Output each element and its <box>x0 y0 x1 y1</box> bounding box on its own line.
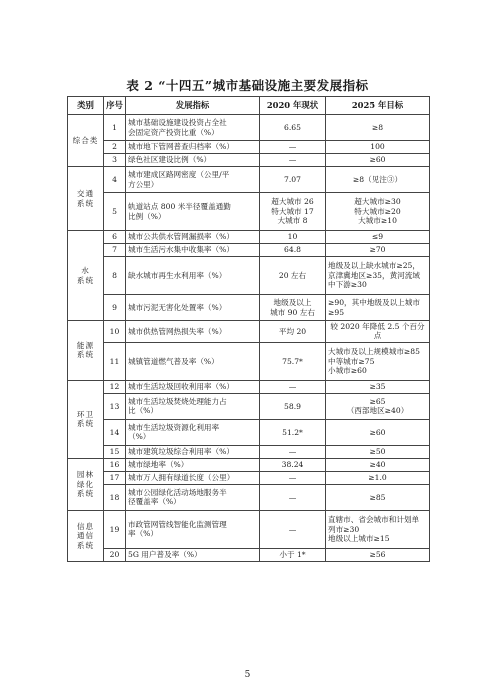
table-row <box>68 393 430 419</box>
indicator-cell <box>126 548 260 561</box>
indicator-cell <box>126 419 260 445</box>
header-index: 序号 <box>104 97 126 115</box>
index-cell: 14 <box>104 419 126 445</box>
current-value-cell <box>260 193 326 231</box>
index-cell: 20 <box>104 548 126 561</box>
cell-line: 6.65 <box>284 122 301 132</box>
current-value-cell <box>260 167 326 193</box>
category-cell <box>68 458 104 510</box>
cell-line: 直辖市、省会城市和计划单 <box>328 515 420 525</box>
table-row <box>68 321 430 343</box>
table-row <box>68 141 430 154</box>
index-cell: 18 <box>104 484 126 510</box>
category-cell <box>68 115 104 167</box>
cell-line: 环卫 <box>76 409 95 419</box>
cell-line: — <box>288 447 297 457</box>
cell-line: 超大城市≥30 <box>354 197 401 207</box>
cell-line: 地级及以上 <box>273 298 312 308</box>
cell-line: 比例（%） <box>128 211 166 221</box>
cell-line: ≥50 <box>369 447 386 457</box>
current-value-cell <box>260 548 326 561</box>
cell-line: ≥60 <box>369 427 386 437</box>
cell-line: 列市≥30 <box>328 524 360 534</box>
cell-line: 信息 <box>76 521 95 531</box>
target-value-cell <box>326 471 430 484</box>
table-header-row <box>68 97 430 115</box>
index-cell: 15 <box>104 445 126 458</box>
cell-line: 大城市≥10 <box>358 216 397 226</box>
cell-line: — <box>288 382 297 392</box>
target-value-cell <box>326 380 430 393</box>
cell-line: 地级及以上缺水城市≥25， <box>328 261 420 271</box>
cell-line: ≥90，其中地级及以上城市 <box>328 298 420 308</box>
index-cell: 16 <box>104 458 126 471</box>
cell-line: 城市生活污水集中收集率（%） <box>128 245 234 255</box>
index-cell: 3 <box>104 154 126 167</box>
page-number: 5 <box>244 670 251 680</box>
current-value-cell <box>260 380 326 393</box>
indicator-cell <box>126 471 260 484</box>
target-value-cell <box>326 257 430 295</box>
cell-line: ≥56 <box>369 550 386 560</box>
indicator-cell <box>126 231 260 244</box>
target-value-cell <box>326 231 430 244</box>
cell-line: 通信 <box>76 531 95 541</box>
target-value-cell <box>326 458 430 471</box>
index-cell: 8 <box>104 257 126 295</box>
current-value-cell <box>260 141 326 154</box>
cell-line: （西部地区≥40） <box>346 406 409 416</box>
cell-line: 城镇管道燃气普及率（%） <box>128 356 219 366</box>
target-value-cell <box>326 548 430 561</box>
table-row <box>68 484 430 510</box>
cell-line: 51.2* <box>282 427 303 437</box>
index-cell: 12 <box>104 380 126 393</box>
cell-line: 平均 20 <box>278 326 307 336</box>
cell-line: 会固定资产投资比重（%） <box>128 127 219 137</box>
target-value-cell <box>326 342 430 380</box>
target-value-cell <box>326 115 430 141</box>
indicator-cell <box>126 257 260 295</box>
cell-line: 比（%） <box>128 406 158 416</box>
cell-line: 轨道站点 800 米半径覆盖通勤 <box>128 202 231 212</box>
cell-line: 系统 <box>76 198 95 208</box>
index-cell: 13 <box>104 393 126 419</box>
target-value-cell <box>326 167 430 193</box>
cell-line: 水 <box>81 266 90 276</box>
cell-line: 绿化 <box>76 479 95 489</box>
indicator-cell <box>126 193 260 231</box>
category-cell <box>68 321 104 381</box>
cell-line: 京津冀地区≥35，黄河流域 <box>328 270 420 280</box>
cell-line: 100 <box>370 142 385 152</box>
cell-line: 较 2020 年降低 2.5 个百分点 <box>330 322 425 341</box>
target-value-cell <box>326 419 430 445</box>
cell-line: ≥1.0 <box>368 473 387 483</box>
current-value-cell <box>260 471 326 484</box>
cell-line: — <box>288 492 297 502</box>
cell-line: — <box>288 524 297 534</box>
target-value-cell <box>326 244 430 257</box>
category-cell <box>68 167 104 231</box>
cell-line: 市政管网管线智能化监测管理 <box>128 519 227 529</box>
cell-line: — <box>288 155 297 165</box>
header-current: 2020 年现状 <box>260 97 326 115</box>
index-cell: 1 <box>104 115 126 141</box>
indicator-cell <box>126 115 260 141</box>
current-value-cell <box>260 244 326 257</box>
indicator-cell <box>126 484 260 510</box>
indicator-cell <box>126 458 260 471</box>
cell-line: 64.8 <box>284 245 301 255</box>
category-cell <box>68 231 104 321</box>
current-value-cell <box>260 115 326 141</box>
target-value-cell <box>326 193 430 231</box>
target-value-cell <box>326 484 430 510</box>
current-value-cell <box>260 295 326 321</box>
cell-line: 中下游≥30 <box>328 280 367 290</box>
current-value-cell <box>260 393 326 419</box>
current-value-cell <box>260 154 326 167</box>
cell-line: ≥65 <box>369 396 386 406</box>
cell-line: 小于 1* <box>279 550 306 560</box>
cell-line: 城市污泥无害化处置率（%） <box>128 302 227 312</box>
table-row <box>68 380 430 393</box>
cell-line: 75.7* <box>282 356 303 366</box>
cell-line: 交通 <box>76 189 95 199</box>
cell-line: 38.24 <box>281 460 304 470</box>
cell-line: ≥35 <box>369 382 386 392</box>
current-value-cell <box>260 257 326 295</box>
cell-line: ≥95 <box>328 307 345 317</box>
current-value-cell <box>260 342 326 380</box>
cell-line: 城市建筑垃圾综合利用率（%） <box>128 447 234 457</box>
cell-line: 系统 <box>76 489 95 499</box>
cell-line: 特大城市 17 <box>271 206 314 216</box>
cell-line: 系统 <box>76 419 95 429</box>
cell-line: 小城市≥60 <box>328 366 367 376</box>
target-value-cell <box>326 393 430 419</box>
indicator-cell <box>126 393 260 419</box>
current-value-cell <box>260 510 326 548</box>
indicator-cell <box>126 321 260 343</box>
cell-line: 城市绿地率（%） <box>128 460 189 470</box>
cell-line: 绿色社区建设比例（%） <box>128 155 212 165</box>
table-row <box>68 419 430 445</box>
cell-line: 城市生活垃圾回收利用率（%） <box>128 382 234 392</box>
cell-line: 城市生活垃圾焚烧处理能力占 <box>128 396 227 406</box>
target-value-cell <box>326 295 430 321</box>
index-cell: 11 <box>104 342 126 380</box>
cell-line: 中等城市≥75 <box>328 356 375 366</box>
table-row <box>68 510 430 548</box>
cell-line: 率（%） <box>128 529 158 539</box>
cell-line: ≥40 <box>369 460 386 470</box>
table-row <box>68 115 430 141</box>
indicator-cell <box>126 380 260 393</box>
indicator-cell <box>126 295 260 321</box>
table-row <box>68 458 430 471</box>
cell-line: 城市供热管网热损失率（%） <box>128 326 227 336</box>
table-row <box>68 231 430 244</box>
cell-line: ≥85 <box>369 492 386 502</box>
cell-line: 系统 <box>76 540 95 550</box>
index-cell: 4 <box>104 167 126 193</box>
target-value-cell <box>326 445 430 458</box>
index-cell: 9 <box>104 295 126 321</box>
cell-line: 大城市及以上规模城市≥85 <box>328 347 420 357</box>
cell-line: ≤9 <box>371 232 384 242</box>
cell-line: （%） <box>128 432 151 442</box>
current-value-cell <box>260 419 326 445</box>
category-cell <box>68 380 104 458</box>
header-indicator: 发展指标 <box>126 97 260 115</box>
current-value-cell <box>260 458 326 471</box>
indicator-cell <box>126 154 260 167</box>
indicator-cell <box>126 141 260 154</box>
index-cell: 17 <box>104 471 126 484</box>
header-category: 类别 <box>68 97 104 115</box>
cell-line: 缺水城市再生水利用率（%） <box>128 270 227 280</box>
cell-line: 58.9 <box>284 401 301 411</box>
cell-line: 5G 用户普及率（%） <box>128 550 202 560</box>
current-value-cell <box>260 321 326 343</box>
index-cell: 6 <box>104 231 126 244</box>
cell-line: 园林 <box>76 470 95 480</box>
cell-line: — <box>288 473 297 483</box>
indicator-cell <box>126 167 260 193</box>
table-title: 表 2 “十四五”城市基础设施主要发展指标 <box>126 78 369 93</box>
cell-line: 系统 <box>76 350 95 360</box>
table-row <box>68 167 430 193</box>
indicator-cell <box>126 244 260 257</box>
cell-line: 超大城市 26 <box>271 197 314 207</box>
indicator-cell <box>126 342 260 380</box>
index-cell: 19 <box>104 510 126 548</box>
current-value-cell <box>260 231 326 244</box>
table-row <box>68 154 430 167</box>
table-body <box>68 115 430 562</box>
header-target: 2025 年目标 <box>326 97 430 115</box>
cell-line: 城市公共供水管网漏损率（%） <box>128 232 234 242</box>
cell-line: 城市公园绿化活动场地服务半 <box>128 487 227 497</box>
cell-line: 城市建成区路网密度（公里/平 <box>128 170 230 180</box>
table-row <box>68 193 430 231</box>
table-row <box>68 244 430 257</box>
index-cell: 10 <box>104 321 126 343</box>
cell-line: 综合类 <box>72 135 99 145</box>
table-row <box>68 295 430 321</box>
cell-line: 20 左右 <box>278 270 307 280</box>
indicator-cell <box>126 445 260 458</box>
cell-line: ≥60 <box>369 155 386 165</box>
cell-line: ≥8 <box>371 122 384 132</box>
cell-line: 能源 <box>76 341 95 350</box>
cell-line: ≥8（见注③） <box>352 174 403 184</box>
cell-line: 城市地下管网普查归档率（%） <box>128 142 234 152</box>
cell-line: — <box>288 142 297 152</box>
cell-line: 城市万人拥有绿道长度（公里） <box>128 473 235 483</box>
index-cell: 7 <box>104 244 126 257</box>
cell-line: 大城市 8 <box>277 216 308 226</box>
target-value-cell <box>326 141 430 154</box>
cell-line: 系统 <box>76 275 95 285</box>
cell-line: 城市 90 左右 <box>270 307 315 317</box>
cell-line: 径覆盖率（%） <box>128 497 181 507</box>
target-value-cell <box>326 154 430 167</box>
cell-line: 地级以上城市≥15 <box>328 534 390 544</box>
cell-line: 城市基础设施建设投资占全社 <box>128 118 227 128</box>
category-cell <box>68 510 104 561</box>
indicators-table <box>67 96 430 562</box>
table-row <box>68 548 430 561</box>
cell-line: 10 <box>287 232 298 242</box>
indicator-cell <box>126 510 260 548</box>
index-cell: 5 <box>104 193 126 231</box>
cell-line: 特大城市≥20 <box>354 206 401 216</box>
cell-line: ≥70 <box>369 245 386 255</box>
current-value-cell <box>260 484 326 510</box>
target-value-cell <box>326 321 430 343</box>
current-value-cell <box>260 445 326 458</box>
table-row <box>68 471 430 484</box>
cell-line: 城市生活垃圾资源化利用率 <box>128 422 220 432</box>
index-cell: 2 <box>104 141 126 154</box>
cell-line: 方公里） <box>128 179 159 189</box>
table-row <box>68 257 430 295</box>
table-row <box>68 342 430 380</box>
cell-line: 7.07 <box>284 174 301 184</box>
target-value-cell <box>326 510 430 548</box>
table-row <box>68 445 430 458</box>
